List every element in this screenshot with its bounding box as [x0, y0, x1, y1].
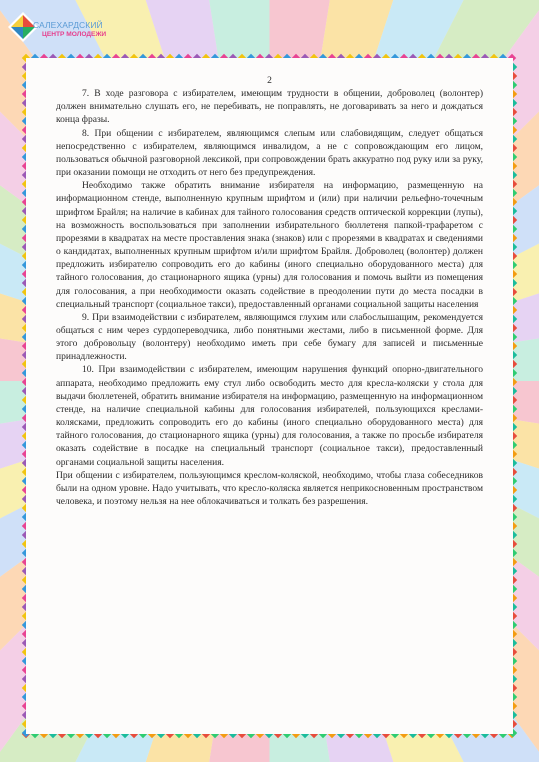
paragraph: 9. При взаимодействии с избирателем, являющимся глухим или слабослышащим, рекомендуется общаться с ним через сурдопереводчика, либо понятными жестами, либо в письменной форме. Для этого добровольцу (волонтеру) необходимо иметь при себе бумагу для записей и письменные принадлежности.: [56, 311, 483, 363]
document-body: [56, 74, 483, 508]
paragraph: Необходимо также обратить внимание избирателя на информацию, размещенную на информационном стенде, выполненную крупным шрифтом и (или) при наличии рельефно-точечным шрифтом Брайля; на наличие в кабинах для тайного голосования средств оптической коррекции (лупы), на возможность воспользоваться при заполнении избирательного бюллетеня папкой-трафаретом с прорезями в квадратах на месте проставления знака (знаков) или с прорезями в квадратах и сведениями о кандидатах, выполненных крупным шрифтом и/или шрифтом Брайля. Доброволец (волонтер) должен предложить избирателю сопроводить его до кабины (иного специально оборудованного места) для тайного голосования, до стационарного ящика (урны) для голосования и помочь выйти из помещения для голосования, а при необходимости оказать содействие в преодолении пути до места посадки в специальный транспорт (социальное такси), предоставленный органами социальной защиты населения: [56, 180, 483, 310]
page-number: 2: [267, 75, 272, 86]
logo: [8, 6, 118, 54]
paragraph: 8. При общении с избирателем, являющимся слепым или слабовидящим, следует общаться непосредственно с избирателем, являющимся инвалидом, а не с сопровождающим его лицом, пользоваться обычной разговорной лексикой, при сопровождении брать аккуратно под руку или за руку, при оказании помощи не отходить от него без предупреждения.: [56, 127, 483, 179]
logo-text-line2: ЦЕНТР МОЛОДЕЖИ: [42, 31, 107, 38]
paragraph: 10. При взаимодействии с избирателем, имеющим нарушения функций опорно-двигательного аппарата, необходимо предложить ему стул либо освободить место для кресла-коляски у стола для выдачи бюллетеней, обратить внимание избирателя на информацию, размещенную на информационном стенде, на наличие специальной кабины для голосования избирателей, пользующихся креслами-колясками, предложить сопроводить его до кабины (иного специально оборудованного места) для тайного голосования, до стационарного ящика (урны) для голосования, а также по просьбе избирателя оказать содействие в посадке на специальный транспорт (социальное такси), предоставленный органами социальной защиты населения.: [56, 364, 483, 468]
paragraph: При общении с избирателем, пользующимся креслом-коляской, необходимо, чтобы глаза собеседников были на одном уровне. Надо учитывать, что кресло-коляска является неприкосновенным пространством человека, и поэтому нельзя на нее облокачиваться и толкать без разрешения.: [56, 469, 483, 507]
paragraph: 7. В ходе разговора с избирателем, имеющим трудности в общении, доброволец (волонтер) должен внимательно слушать его, не перебивать, не поправлять, не договаривать за него и дождаться конца фразы.: [56, 88, 483, 126]
logo-text-line1: САЛЕХАРДСКИЙ: [33, 20, 103, 30]
